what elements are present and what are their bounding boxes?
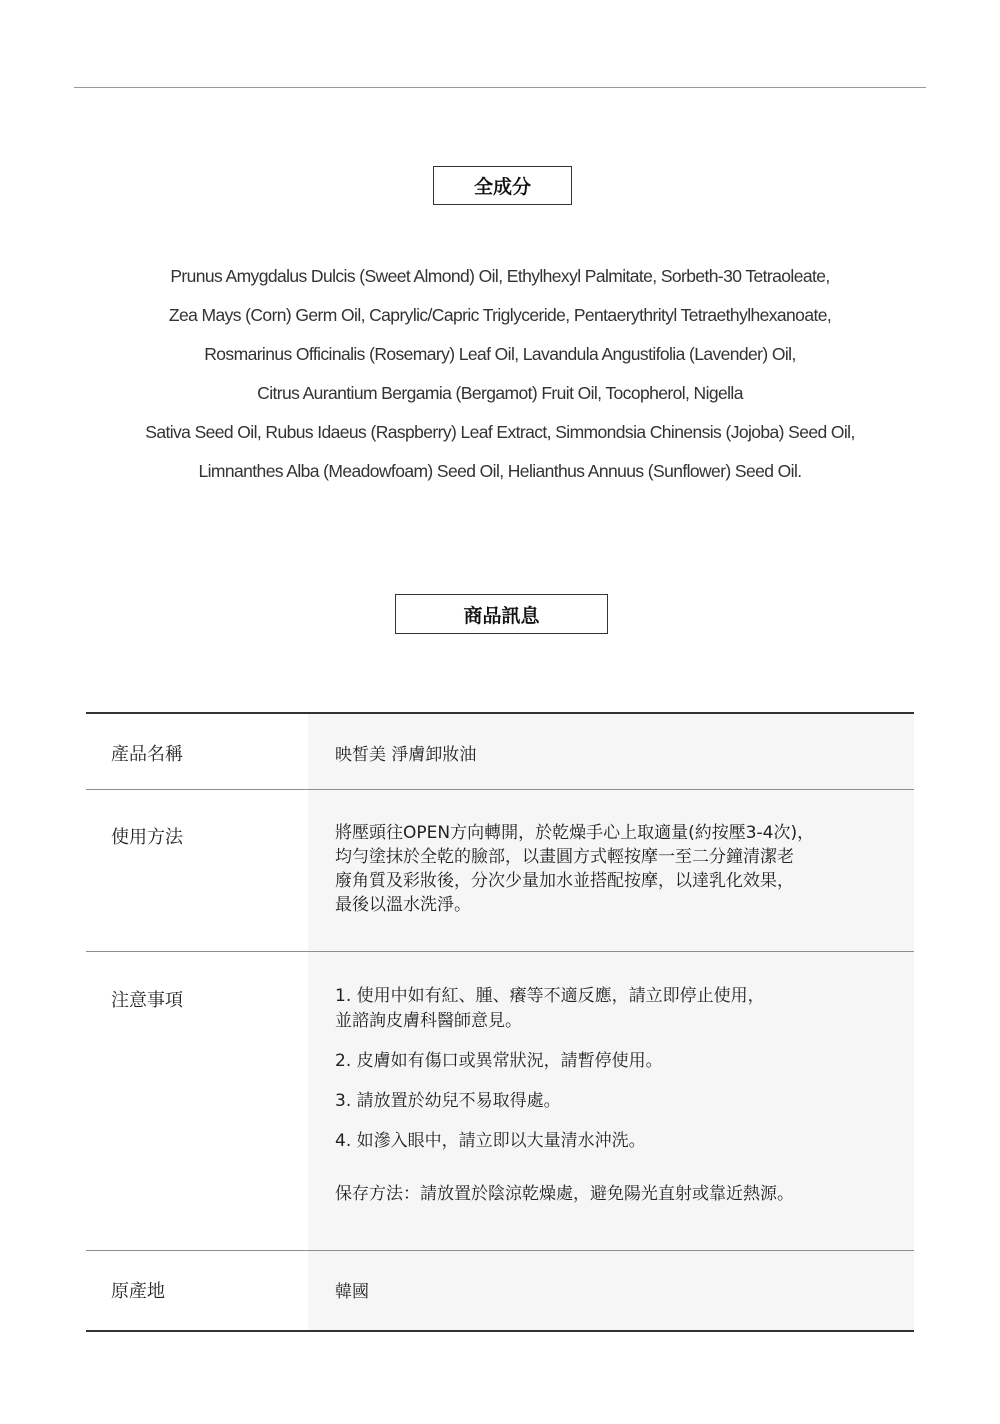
cautions-value <box>308 952 914 1250</box>
caution-line: 4. 如滲入眼中，請立即以大量清水沖洗。 <box>335 1131 646 1151</box>
table-row-usage <box>86 790 914 952</box>
usage-line: 最後以溫水洗淨。 <box>335 895 471 915</box>
product-info-table <box>86 712 914 1332</box>
ingredients-line: Rosmarinus Officinalis (Rosemary) Leaf Oil, Lavandula Angustifolia (Lavender) Oil, <box>204 344 796 364</box>
product-info-heading-text: 商品訊息 <box>463 604 540 627</box>
table-row-origin <box>86 1251 914 1332</box>
ingredients-heading-text: 全成分 <box>473 176 531 198</box>
caution-item <box>335 984 914 1034</box>
usage-value <box>308 790 914 951</box>
origin-value: 韓國 <box>308 1251 914 1330</box>
caution-line: 2. 皮膚如有傷口或異常狀況，請暫停使用。 <box>335 1051 663 1071</box>
table-row-cautions <box>86 952 914 1251</box>
ingredients-line: Prunus Amygdalus Dulcis (Sweet Almond) Oil, Ethylhexyl Palmitate, Sorbeth-30 Tetraoleate, <box>170 266 830 286</box>
cautions-label: 注意事項 <box>86 952 308 1250</box>
table-row-product-name <box>86 714 914 790</box>
product-name-label: 產品名稱 <box>86 714 308 789</box>
product-info-heading <box>395 594 608 634</box>
product-name-value: 映皙美 淨膚卸妝油 <box>308 714 914 789</box>
usage-label: 使用方法 <box>86 790 308 951</box>
ingredients-line: Sativa Seed Oil, Rubus Idaeus (Raspberry) Leaf Extract, Simmondsia Chinensis (Jojoba) Seed Oil, <box>145 422 855 442</box>
usage-line: 廢角質及彩妝後，分次少量加水並搭配按摩，以達乳化效果， <box>335 871 794 891</box>
ingredients-line: Limnanthes Alba (Meadowfoam) Seed Oil, Helianthus Annuus (Sunflower) Seed Oil. <box>198 461 802 481</box>
caution-line: 並諮詢皮膚科醫師意見。 <box>335 1011 522 1031</box>
usage-line: 均勻塗抹於全乾的臉部，以畫圓方式輕按摩一至二分鐘清潔老 <box>335 847 794 867</box>
caution-item <box>335 1129 914 1154</box>
caution-item <box>335 1089 914 1114</box>
ingredients-line: Zea Mays (Corn) Germ Oil, Caprylic/Capric Triglyceride, Pentaerythrityl Tetraethylhexanoate, <box>168 305 832 325</box>
caution-line: 3. 請放置於幼兒不易取得處。 <box>335 1091 561 1111</box>
top-divider <box>74 87 926 88</box>
storage-instructions: 保存方法：請放置於陰涼乾燥處，避免陽光直射或靠近熱源。 <box>335 1184 794 1204</box>
caution-line: 1. 使用中如有紅、腫、癢等不適反應，請立即停止使用， <box>335 986 765 1006</box>
usage-line: 將壓頭往OPEN方向轉開，於乾燥手心上取適量(約按壓3-4次)， <box>335 823 815 843</box>
origin-label: 原產地 <box>86 1251 308 1330</box>
ingredients-line: Citrus Aurantium Bergamia (Bergamot) Fruit Oil, Tocopherol, Nigella <box>257 383 743 403</box>
caution-item <box>335 1049 914 1074</box>
ingredients-heading <box>433 166 572 205</box>
ingredients-list <box>100 257 900 491</box>
